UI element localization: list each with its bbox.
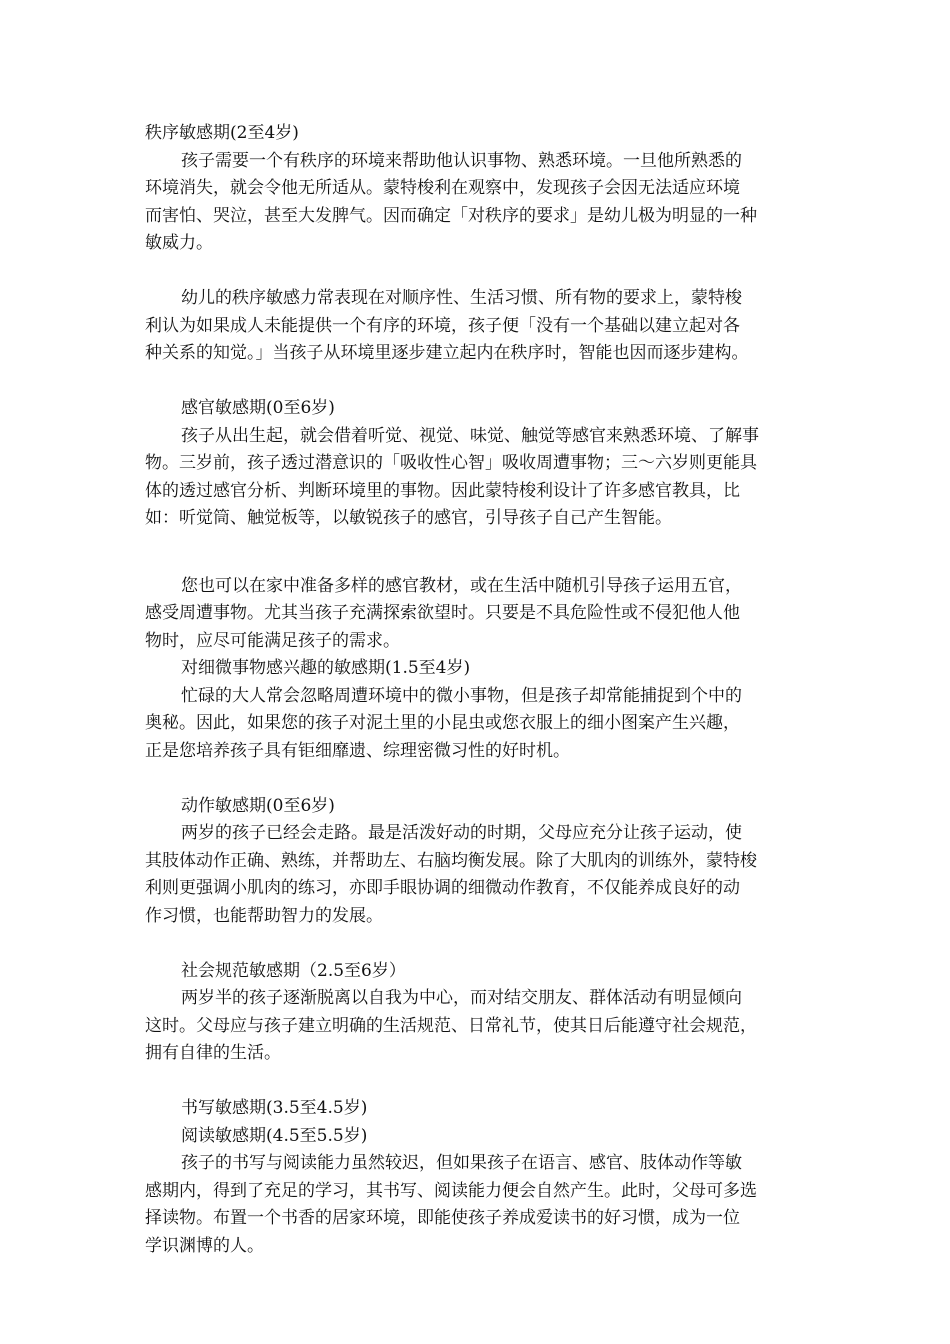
section-heading-social: 社会规范敏感期（2.5至6岁） <box>181 960 406 981</box>
paragraph-line: 这时。父母应与孩子建立明确的生活规范、日常礼节，使其日后能遵守社会规范， <box>145 1015 757 1036</box>
paragraph-line: 利则更强调小肌肉的练习，亦即手眼协调的细微动作教育，不仅能养成良好的动 <box>145 878 740 898</box>
paragraph-line: 感受周遭事物。尤其当孩子充满探索欲望时。只要是不具危险性或不侵犯他人他 <box>145 603 740 623</box>
paragraph-line: 如：听觉筒、触觉板等，以敏锐孩子的感官，引导孩子自己产生智能。 <box>145 508 672 528</box>
paragraph-line: 孩子需要一个有秩序的环境来帮助他认识事物、熟悉环境。一旦他所熟悉的 <box>181 150 742 171</box>
paragraph-gap <box>145 765 810 793</box>
paragraph-gap <box>145 1068 810 1096</box>
paragraph-line: 而害怕、哭泣，甚至大发脾气。因而确定「对秩序的要求」是幼儿极为明显的一种 <box>145 205 757 226</box>
paragraph-line: 奥秘。因此，如果您的孩子对泥土里的小昆虫或您衣服上的细小图案产生兴趣， <box>145 713 740 733</box>
paragraph-line: 择读物。布置一个书香的居家环境，即能使孩子养成爱读书的好习惯，成为一位 <box>145 1208 740 1228</box>
section-heading-writing: 书写敏感期(3.5至4.5岁) <box>181 1098 368 1118</box>
section-heading-motion: 动作敏感期(0至6岁) <box>181 795 335 816</box>
paragraph-line: 其肢体动作正确、熟练，并帮助左、右脑均衡发展。除了大肌肉的训练外，蒙特梭 <box>145 850 757 871</box>
section-heading-sense: 感官敏感期(0至6岁) <box>181 398 335 418</box>
paragraph-line: 正是您培养孩子具有钜细靡遗、综理密微习性的好时机。 <box>145 740 570 761</box>
paragraph-line: 环境消失，就会令他无所适从。蒙特梭利在观察中，发现孩子会因无法适应环境 <box>145 178 740 198</box>
paragraph-line: 物。三岁前，孩子透过潜意识的「吸收性心智」吸收周遭事物；三～六岁则更能具 <box>145 453 757 473</box>
paragraph-line: 物时，应尽可能满足孩子的需求。 <box>145 630 400 651</box>
paragraph-line: 孩子从出生起，就会借着听觉、视觉、味觉、触觉等感官来熟悉环境、了解事 <box>181 425 759 446</box>
paragraph-line: 两岁的孩子已经会走路。最是活泼好动的时期，父母应充分让孩子运动，使 <box>181 823 742 843</box>
paragraph-gap <box>145 258 810 286</box>
paragraph-line: 两岁半的孩子逐渐脱离以自我为中心，而对结交朋友、群体活动有明显倾向 <box>181 988 742 1008</box>
paragraph-line: 利认为如果成人未能提供一个有序的环境，孩子便「没有一个基础以建立起对各 <box>145 315 740 336</box>
paragraph-line: 您也可以在家中准备多样的感官教材，或在生活中随机引导孩子运用五官， <box>181 575 742 596</box>
paragraph-line: 学识渊博的人。 <box>145 1235 264 1256</box>
paragraph-line: 忙碌的大人常会忽略周遭环境中的微小事物，但是孩子却常能捕捉到个中的 <box>181 685 742 706</box>
paragraph-gap <box>145 533 810 573</box>
section-heading-order: 秩序敏感期(2至4岁) <box>145 123 299 143</box>
paragraph-line: 敏威力。 <box>145 233 213 253</box>
paragraph-line: 拥有自律的生活。 <box>145 1043 281 1063</box>
paragraph-line: 幼儿的秩序敏感力常表现在对顺序性、生活习惯、所有物的要求上，蒙特梭 <box>181 288 742 308</box>
paragraph-line: 感期内，得到了充足的学习，其书写、阅读能力便会自然产生。此时，父母可多选 <box>145 1180 757 1201</box>
paragraph-line: 孩子的书写与阅读能力虽然较迟，但如果孩子在语言、感官、肢体动作等敏 <box>181 1153 742 1173</box>
paragraph-line: 体的透过感官分析、判断环境里的事物。因此蒙特梭利设计了许多感官教具，比 <box>145 480 740 501</box>
paragraph-line: 作习惯，也能帮助智力的发展。 <box>145 905 383 926</box>
section-heading-reading: 阅读敏感期(4.5至5.5岁) <box>181 1125 368 1146</box>
paragraph-line: 种关系的知觉。」当孩子从环境里逐步建立起内在秩序时，智能也因而逐步建构。 <box>145 343 749 363</box>
paragraph-gap <box>145 930 810 958</box>
paragraph-gap <box>145 368 810 396</box>
document-page <box>145 120 810 1260</box>
section-heading-detail: 对细微事物感兴趣的敏感期(1.5至4岁) <box>181 658 471 678</box>
